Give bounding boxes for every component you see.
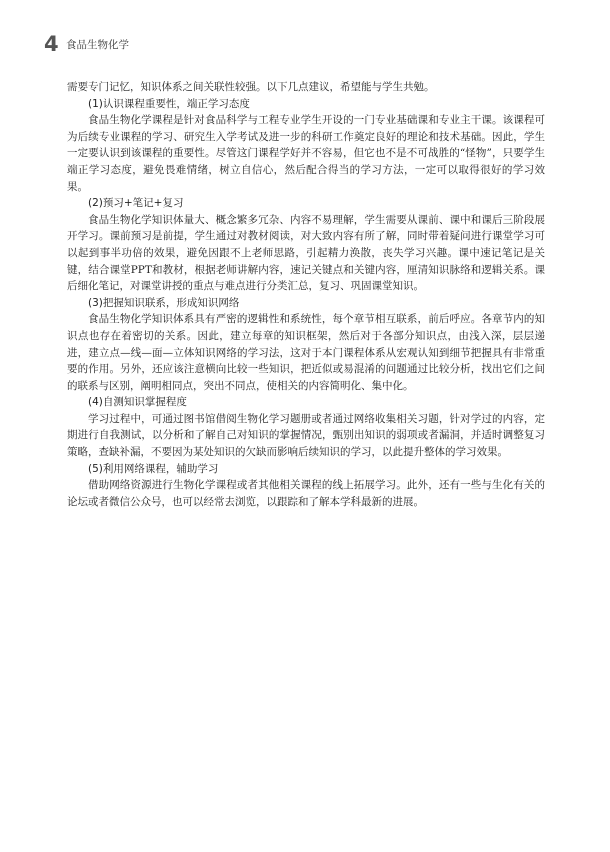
section-heading-5: (5)利用网络课程，辅助学习 bbox=[88, 462, 219, 475]
running-title: 食品生物化学 bbox=[66, 39, 129, 51]
paragraph-continuation: 需要专门记忆，知识体系之间关联性较强。以下几点建议，希望能与学生共勉。 bbox=[67, 81, 435, 93]
paragraph-5: 借助网络资源进行生物化学课程或者其他相关课程的线上拓展学习。此外，还有一些与生化有关的论坛或者微信公众号，也可以经常去浏览，以跟踪和了解本学科最新的进展。 bbox=[67, 479, 545, 508]
paragraph-1: 食品生物化学课程是针对食品科学与工程专业学生开设的一门专业基础课和专业主干课。该课程可为后续专业课程的学习、研究生入学考试及进一步的科研工作奠定良好的理论和技术基础。因此，学生一定要认识到该课程的重要性。尽管这门课程学好并不容易，但它也不是不可战胜的“怪物”，只要学生端正学习态度，避免畏难情绪，树立自信心，然后配合得当的学习方法，一定可以取得很好的学习效果。 bbox=[67, 114, 545, 193]
page-number: 4 bbox=[44, 32, 59, 56]
paragraph-2: 食品生物化学知识体量大、概念繁多冗杂、内容不易理解，学生需要从课前、课中和课后三阶段展开学习。课前预习是前提，学生通过对教材阅读，对大致内容有所了解，同时带着疑问进行课堂学习可以起到事半功倍的效果，避免因跟不上老师思路，引起精力涣散，丧失学习兴趣。课中速记笔记是关键，结合课堂PPT和教材，根据老师讲解内容，速记关键点和关键内容，厘清知识脉络和逻辑关系。课后细化笔记，对课堂讲授的重点与难点进行分类汇总，复习、巩固课堂知识。 bbox=[67, 213, 545, 293]
section-heading-2: (2)预习+笔记+复习 bbox=[88, 197, 184, 210]
body-text bbox=[67, 79, 545, 510]
section-heading-4: (4)自测知识掌握程度 bbox=[88, 396, 187, 409]
paragraph-4: 学习过程中，可通过图书馆借阅生物化学习题册或者通过网络收集相关习题，针对学过的内容，定期进行自我测试，以分析和了解自己对知识的掌握情况，甄别出知识的弱项或者漏洞，并适时调整复习策略，查缺补漏，不要因为某处知识的欠缺而影响后续知识的学习，以此提升整体的学习效果。 bbox=[67, 412, 545, 459]
page-header bbox=[44, 32, 584, 56]
section-heading-1: (1)认识课程重要性，端正学习态度 bbox=[88, 97, 250, 110]
paragraph-3: 食品生物化学知识体系具有严密的逻辑性和系统性，每个章节相互联系，前后呼应。各章节内的知识点也存在着密切的关系。因此，建立每章的知识框架，然后对于各部分知识点，由浅入深，层层递进，建立点—线—面—立体知识网络的学习法，这对于本门课程体系从宏观认知到细节把握具有非常重要的作用。另外，还应该注意横向比较一些知识，把近似或易混淆的问题通过比较分析，找出它们之间的联系与区别，阐明相同点，突出不同点，使相关的内容简明化、集中化。 bbox=[67, 313, 545, 392]
section-heading-3: (3)把握知识联系，形成知识网络 bbox=[88, 296, 240, 309]
